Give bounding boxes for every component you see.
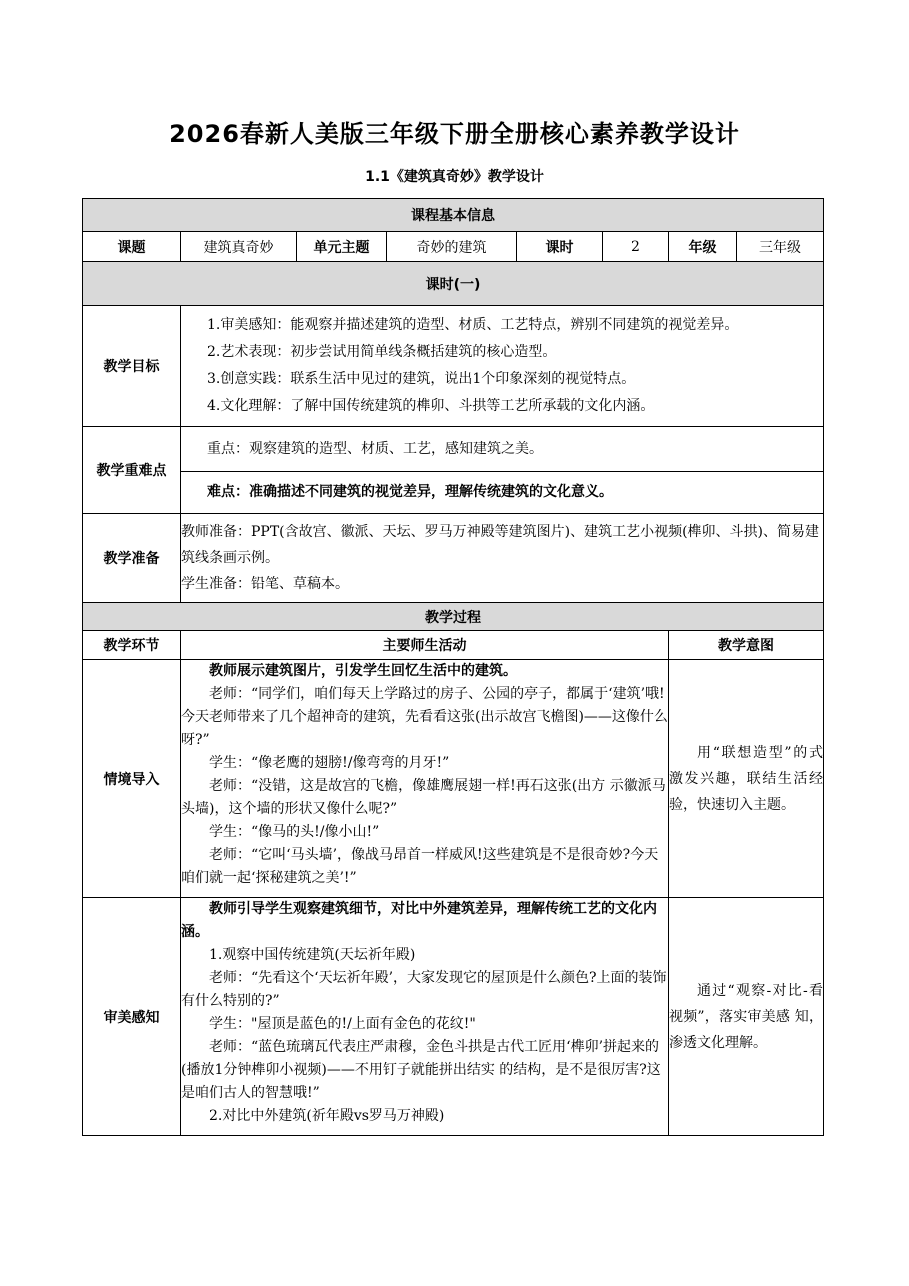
stage-aesthetic: 审美感知 [83, 898, 181, 1136]
lesson-plan-table [82, 198, 824, 1136]
basic-info-header: 课程基本信息 [83, 199, 824, 232]
key-focus-text: 重点：观察建筑的造型、材质、工艺，感知建筑之美。 [207, 440, 543, 457]
unit-label: 单元主题 [297, 232, 387, 262]
lesson-title: 1.1《建筑真奇妙》教学设计 [365, 169, 544, 185]
process-header: 教学过程 [83, 603, 824, 631]
activity-intro [181, 660, 669, 898]
hours-label: 课时 [517, 232, 603, 262]
intent-aesthetic: 通过“观察-对比-看视频”，落实审美感 知，渗透文化理解。 [669, 898, 824, 1136]
document-title: 2026春新人美版三年级下册全册核心素养教学设计 [169, 120, 740, 148]
stage-intro: 情境导入 [83, 660, 181, 898]
topic-value: 建筑真奇妙 [181, 232, 297, 262]
hours-value: 2 [603, 232, 669, 262]
objective-item: 4.文化理解：了解中国传统建筑的榫卯、斗拱等工艺所承载的文化内涵。 [207, 398, 655, 414]
activity-line: 老师：“同学们，咱们每天上学路过的房子、公园的亭子，都属于‘建筑’哦!今天老师带来了几个超神奇的建筑，先看看这张(出示故宫飞檐图)——这像什么呀?” [181, 686, 668, 748]
objective-item: 3.创意实践：联系生活中见过的建筑，说出1个印象深刻的视觉特点。 [207, 371, 636, 387]
activity-line: 学生："屋顶是蓝色的!/上面有金色的花纹!" [209, 1016, 476, 1032]
objective-item: 1.审美感知：能观察并描述建筑的造型、材质、工艺特点，辨别不同建筑的视觉差异。 [207, 317, 739, 333]
col-stage-header: 教学环节 [83, 631, 181, 660]
activity-lead: 教师展示建筑图片，引发学生回忆生活中的建筑。 [209, 663, 517, 679]
objective-item: 2.艺术表现：初步尝试用简单线条概括建筑的核心造型。 [207, 344, 557, 360]
teacher-preparation: 教师准备：PPT(含故宫、徽派、天坛、罗马万神殿等建筑图片)、建筑工艺小视频(榫卯、斗拱)、简易建筑线条画示例。 [181, 524, 820, 566]
col-intent-header: 教学意图 [669, 631, 824, 660]
student-preparation: 学生准备：铅笔、草稿本。 [181, 576, 349, 592]
objectives-content [181, 306, 824, 427]
key-difficulty-text: 难点：准确描述不同建筑的视觉差异，理解传统建筑的文化意义。 [207, 484, 613, 500]
activity-line: 老师：“没错，这是故宫的飞檐，像雄鹰展翅一样!再石这张(出方 示徽派马头墙)，这个墙的形状又像什么呢?” [181, 778, 666, 817]
activity-line: 老师：“先看这个‘天坛祈年殿’，大家发现它的屋顶是什么颜色?上面的装饰有什么特别的?” [181, 970, 667, 1009]
col-activity-header: 主要师生活动 [181, 631, 669, 660]
activity-lead: 教师引导学生观察建筑细节，对比中外建筑差异，理解传统工艺的文化内涵。 [181, 901, 657, 940]
preparation-content [181, 514, 824, 603]
activity-line: 老师：“蓝色琉璃瓦代表庄严肃穆，金色斗拱是古代工匠用‘榫卯’拼起来的(播放1分钟榫卯小视频)——不用钉子就能拼出结实 的结构，是不是很厉害?这是咱们古人的智慧哦!” [181, 1039, 661, 1101]
key-focus [181, 427, 824, 472]
period-header: 课时(一) [83, 262, 824, 306]
activity-line: 1.观察中国传统建筑(天坛祈年殿) [209, 947, 416, 963]
activity-line: 学生：“像马的头!/像小山!” [209, 824, 380, 840]
activity-line: 2.对比中外建筑(祈年殿vs罗马万神殿) [209, 1108, 445, 1124]
intent-intro: 用“联想造型”的式激发兴趣，联结生活经验，快速切入主题。 [669, 660, 824, 898]
grade-label: 年级 [669, 232, 737, 262]
activity-aesthetic [181, 898, 669, 1136]
grade-value: 三年级 [737, 232, 824, 262]
activity-line: 学生：“像老鹰的翅膀!/像弯弯的月牙!” [209, 755, 450, 771]
preparation-label: 教学准备 [83, 514, 181, 603]
objectives-label: 教学目标 [83, 306, 181, 427]
topic-label: 课题 [83, 232, 181, 262]
key-difficulty [181, 472, 824, 514]
key-points-label: 教学重难点 [83, 427, 181, 514]
activity-line: 老师：“它叫‘马头墙’，像战马昂首一样威风!这些建筑是不是很奇妙?今天咱们就一起‘探秘建筑之美’!” [181, 847, 659, 886]
unit-value: 奇妙的建筑 [387, 232, 517, 262]
